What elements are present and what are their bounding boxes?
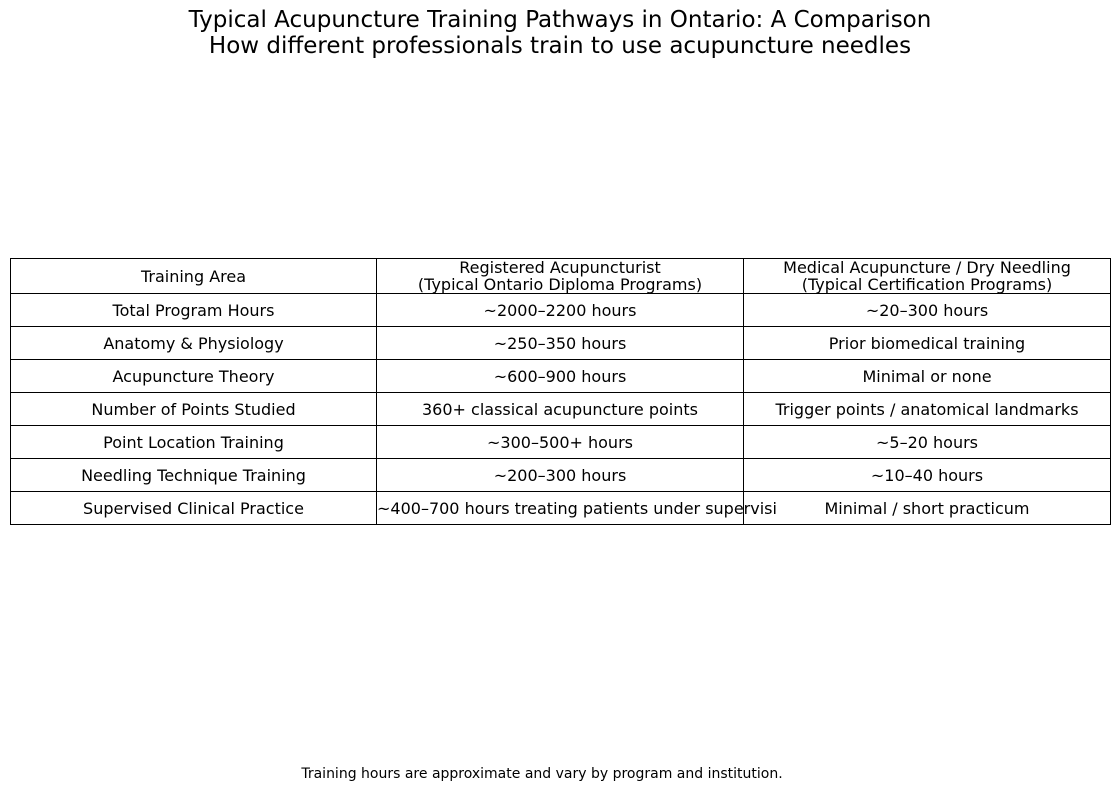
table-cell: [11, 426, 377, 459]
cell-text: Prior biomedical training: [828, 333, 1026, 353]
table-cell: [744, 459, 1111, 492]
cell-text: Needling Technique Training: [81, 465, 306, 485]
header-registered-acupuncturist: [377, 259, 744, 294]
header-line: Medical Acupuncture / Dry Needling: [783, 258, 1071, 277]
cell-text: ~2000–2200 hours: [483, 300, 637, 320]
table-row: [11, 492, 1111, 525]
header-medical-acupuncture: [744, 259, 1111, 294]
table-cell: [11, 360, 377, 393]
cell-text: Supervised Clinical Practice: [83, 498, 304, 518]
table-cell: [377, 393, 744, 426]
cell-text: ~20–300 hours: [865, 300, 989, 320]
table-cell: [377, 294, 744, 327]
table-cell: [11, 459, 377, 492]
header-line: (Typical Ontario Diploma Programs): [417, 275, 703, 294]
table-row: [11, 360, 1111, 393]
cell-text: ~250–350 hours: [493, 333, 627, 353]
table-cell: [377, 492, 777, 525]
footnote: Training hours are approximate and vary by program and institution.: [301, 766, 783, 782]
table-cell: [377, 360, 744, 393]
table-row: [11, 393, 1111, 426]
comparison-table: [10, 258, 1111, 525]
cell-text: Anatomy & Physiology: [103, 333, 284, 353]
table-cell: [377, 426, 744, 459]
cell-text: Number of Points Studied: [91, 399, 296, 419]
cell-text: Minimal or none: [862, 366, 992, 386]
table-cell: [377, 459, 744, 492]
cell-text: ~400–700 hours treating patients under supervisi: [377, 498, 777, 518]
table-row: [11, 294, 1111, 327]
table-cell: [744, 426, 1111, 459]
chart-title: Typical Acupuncture Training Pathways in Ontario: A Comparison: [188, 7, 932, 33]
cell-text: Total Program Hours: [112, 300, 275, 320]
cell-text: ~600–900 hours: [493, 366, 627, 386]
table-cell: [11, 492, 377, 525]
cell-text: 360+ classical acupuncture points: [421, 399, 698, 419]
table-cell: [744, 492, 1111, 525]
cell-text: Acupuncture Theory: [112, 366, 275, 386]
cell-text: Trigger points / anatomical landmarks: [775, 399, 1079, 419]
header-line: Training Area: [140, 266, 247, 286]
cell-text: ~10–40 hours: [870, 465, 984, 485]
header-line: Registered Acupuncturist: [459, 258, 661, 277]
cell-text: ~5–20 hours: [875, 432, 978, 452]
cell-text: Point Location Training: [103, 432, 284, 452]
table-cell: [744, 360, 1111, 393]
header-training-area: [11, 259, 377, 294]
table-body: [11, 259, 1111, 525]
table-cell: [744, 294, 1111, 327]
table-cell: [11, 294, 377, 327]
table-row: [11, 327, 1111, 360]
cell-text: ~200–300 hours: [493, 465, 627, 485]
cell-text: ~300–500+ hours: [487, 432, 633, 452]
table-cell: [744, 327, 1111, 360]
table-cell: [377, 327, 744, 360]
table-header-row: [11, 259, 1111, 294]
chart-subtitle: How different professionals train to use acupuncture needles: [208, 33, 912, 59]
table-row: [11, 426, 1111, 459]
table-cell: [11, 327, 377, 360]
cell-text: Minimal / short practicum: [824, 498, 1030, 518]
table-cell: [744, 393, 1111, 426]
table-row: [11, 459, 1111, 492]
header-line: (Typical Certification Programs): [801, 275, 1053, 294]
table-cell: [11, 393, 377, 426]
